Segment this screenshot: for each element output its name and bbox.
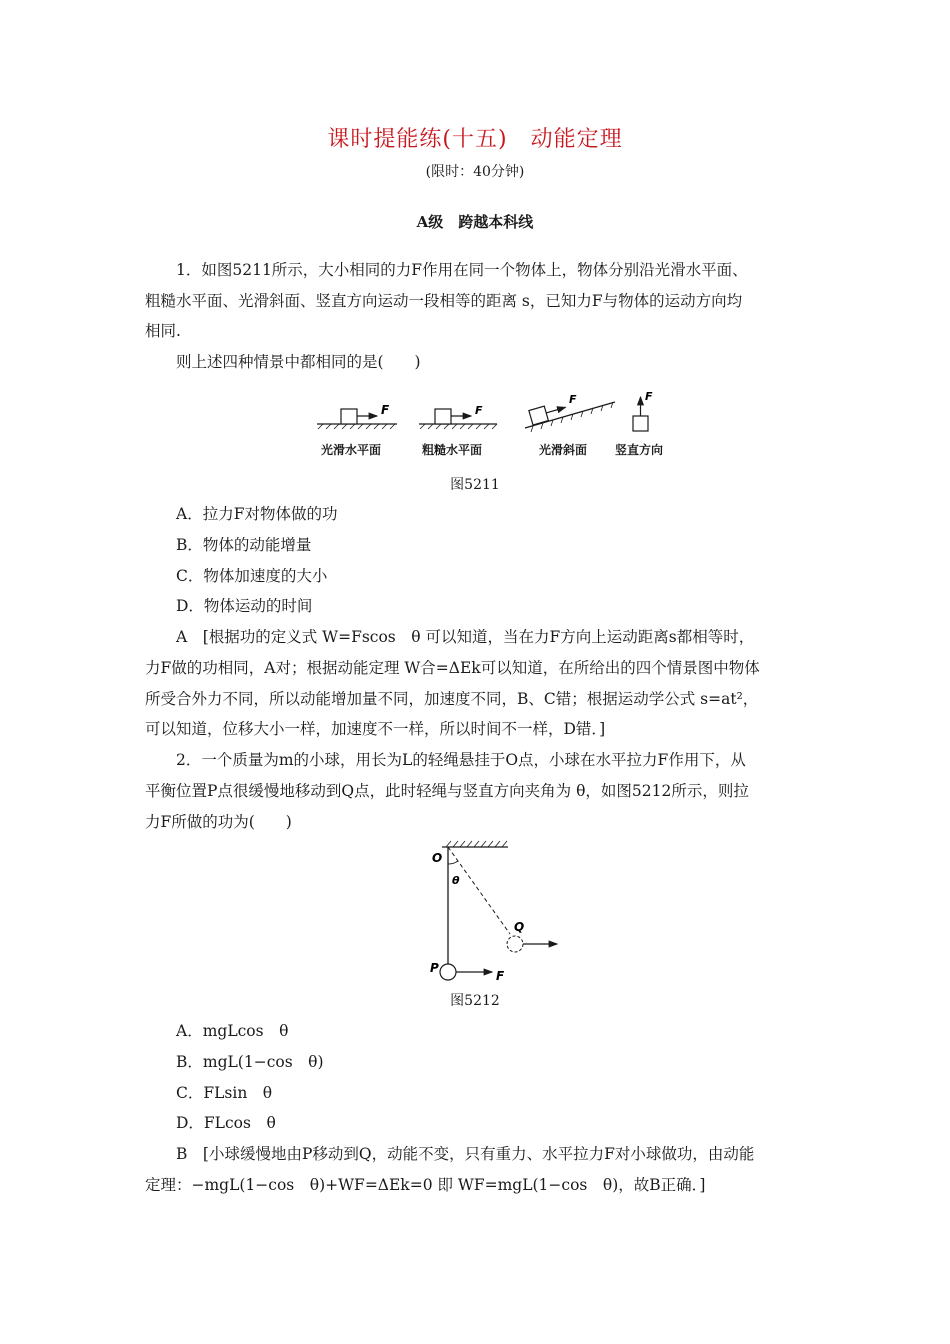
svg-text:F: F [381, 403, 390, 417]
q1-option-a: A．拉力F对物体做的功 [176, 505, 338, 523]
vertical-scene [633, 390, 653, 431]
figure-5212 [420, 840, 570, 990]
section-heading: A级 跨越本科线 [416, 213, 534, 231]
scene-label-rough-horizontal: 粗糙水平面 [422, 443, 483, 457]
q1-stem-line-2: 粗糙水平面、光滑斜面、竖直方向运动一段相等的距离 s，已知力F与物体的运动方向均 [145, 292, 743, 310]
time-limit: (限时：40分钟) [425, 164, 525, 180]
q1-answer-line-1: A [根据功的定义式 W=Fscos θ 可以知道，当在力F方向上运动距离s都相等时， [176, 628, 755, 646]
q1-option-c: C．物体加速度的大小 [176, 567, 328, 585]
smooth-horizontal-scene [317, 403, 397, 429]
smooth-incline-scene [525, 393, 615, 432]
q2-stem-line-3: 力F所做的功为( ) [145, 813, 292, 831]
ball-q [507, 936, 523, 952]
scene-label-smooth-horizontal: 光滑水平面 [321, 443, 382, 457]
q2-stem-line-2: 平衡位置P点很缓慢地移动到Q点，此时轻绳与竖直方向夹角为 θ，如图5212所示，则拉 [145, 782, 749, 800]
q2-option-b: B．mgL(1−cos θ) [176, 1053, 324, 1071]
label-q: Q [514, 920, 525, 934]
page-title: 课时提能练(十五) 动能定理 [327, 127, 623, 152]
ball-p [440, 964, 456, 980]
q2-answer-line-2: 定理：−mgL(1−cos θ)+WF=ΔEk=0 即 WF=mgL(1−cos θ)，故B正确．] [145, 1176, 706, 1194]
q1-stem-line-3: 相同. [145, 322, 181, 340]
q2-answer-line-1: B [小球缓慢地由P移动到Q，动能不变，只有重力、水平拉力F对小球做功，由动能 [176, 1145, 755, 1163]
svg-text:F: F [645, 390, 653, 403]
rough-horizontal-scene [419, 404, 497, 429]
q1-answer-line-2: 力F做的功相同，A对；根据动能定理 W合=ΔEk可以知道，在所给出的四个情景图中物体 [145, 659, 760, 677]
q1-option-b: B．物体的动能增量 [176, 536, 312, 554]
svg-text:F: F [569, 393, 577, 406]
q1-stem-question: 则上述四种情景中都相同的是( ) [176, 353, 421, 371]
q1-answer-line-4: 可以知道，位移大小一样，加速度不一样，所以时间不一样，D错．] [145, 720, 606, 738]
q1-option-d: D．物体运动的时间 [176, 597, 313, 615]
q2-option-d: D．FLcos θ [176, 1114, 276, 1132]
q2-stem-line-1: 2．一个质量为m的小球，用长为L的轻绳悬挂于O点，小球在水平拉力F作用下，从 [176, 751, 746, 769]
label-theta: θ [452, 874, 460, 887]
q2-option-c: C．FLsin θ [176, 1084, 273, 1102]
scene-label-smooth-incline: 光滑斜面 [539, 443, 588, 457]
svg-text:F: F [475, 404, 483, 417]
scene-label-vertical: 竖直方向 [615, 443, 664, 457]
label-p: P [430, 961, 439, 975]
label-f: F [496, 969, 505, 983]
q2-option-a: A．mgLcos θ [176, 1022, 289, 1040]
label-o: O [432, 851, 443, 865]
angle-arc [448, 861, 458, 864]
figure-5211-caption: 图5211 [450, 477, 500, 493]
rope-displaced [448, 847, 510, 934]
q1-answer-line-3: 所受合外力不同，所以动能增加量不同，加速度不同，B、C错；根据运动学公式 s=at²， [145, 690, 759, 708]
figure-5212-caption: 图5212 [450, 993, 500, 1009]
q1-stem-line-1: 1．如图5211所示，大小相同的力F作用在同一个物体上，物体分别沿光滑水平面、 [176, 261, 748, 279]
